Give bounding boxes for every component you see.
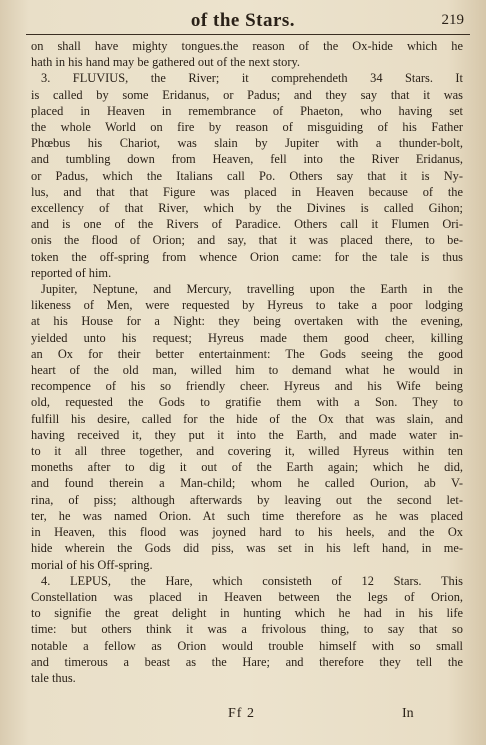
text-line: time: but others think it was a frivolous thing, to say that so bbox=[31, 622, 463, 637]
text-line: an Ox for their better entertainment: The Gods seeing the good bbox=[31, 346, 463, 361]
text-line: and timerous a beast as the Hare; and therefore they tell the bbox=[31, 654, 463, 669]
text-line: reported of him. bbox=[31, 265, 112, 280]
text-line: lus, and that that Figure was placed in Heaven because of the bbox=[31, 184, 463, 199]
signature-mark: Ff 2 bbox=[228, 706, 255, 721]
page-footer bbox=[0, 706, 486, 736]
text-line: Phœbus his Chariot, was slain by Jupiter with a thunder-bolt, bbox=[31, 136, 463, 151]
text-line: having received it, they put it into the Earth, and made water in- bbox=[31, 427, 463, 442]
text-line: fulfill his desire, called for the hide of the Ox that was slain, and bbox=[31, 411, 463, 426]
text-line: rina, of piss; although afterwards by leaving out the second let- bbox=[31, 492, 463, 507]
text-line: Jupiter, Neptune, and Mercury, travelling upon the Earth in the bbox=[41, 282, 463, 297]
text-line: heart of the old man, willed him to demand what he would in bbox=[31, 363, 463, 378]
text-line: recompence of his so friendly cheer. Hyreus and his Wife being bbox=[31, 379, 463, 394]
text-line: tale thus. bbox=[31, 670, 76, 685]
page-number: 219 bbox=[441, 12, 464, 28]
text-line: token the off-spring from whence Orion came: for the tale is thus bbox=[31, 249, 463, 264]
text-line: hath in his hand may be gathered out of the next story. bbox=[31, 55, 300, 70]
header-rule bbox=[26, 34, 470, 35]
text-line: Constellation was placed in Heaven between the legs of Orion, bbox=[31, 589, 463, 604]
text-line: to it all three together, and covering it, willed Hyreus within ten bbox=[31, 444, 463, 459]
text-line: on shall have mighty tongues.the reason of the Ox-hide which he bbox=[31, 39, 463, 53]
text-line: excellency of that River, which by the Divines is called Gihon; bbox=[31, 201, 463, 216]
text-line: yielded unto his request; Hyreus made them good cheer, killing bbox=[31, 330, 463, 345]
text-line: or Padus, which the Italians call Po. Others say that it is Ny- bbox=[31, 168, 463, 183]
text-line: is called by some Eridanus, or Padus; and they say that it was bbox=[31, 87, 463, 102]
text-line: and found therein a Man-child; whom he called Ourion, ab V- bbox=[31, 476, 463, 491]
text-line: at his House for a Night: they being overtaken with the evening, bbox=[31, 314, 463, 329]
running-title: of the Stars. bbox=[190, 10, 296, 31]
text-line: and is one of the Rivers of Paradice. Others call it Flumen Ori- bbox=[31, 217, 463, 232]
text-line: ter, he was named Orion. At such time therefore as he was placed bbox=[31, 508, 463, 523]
text-line: hide wherein the Gods did piss, was set in his left hand, in me- bbox=[31, 541, 463, 556]
text-line: 3. FLUVIUS, the River; it comprehendeth 34 Stars. It bbox=[41, 71, 463, 86]
text-line: 4. LEPUS, the Hare, which consisteth of 12 Stars. This bbox=[41, 573, 463, 588]
text-line: placed in Heaven in remembrance of Phaeton, who having set bbox=[31, 103, 463, 118]
body-text bbox=[31, 38, 463, 686]
text-line: morial of his Off-spring. bbox=[31, 557, 153, 572]
text-line: likeness of Men, were requested by Hyreus to take a poor lodging bbox=[31, 298, 463, 313]
catchword: In bbox=[402, 706, 414, 721]
text-line: old, requested the Gods to gratifie them with a Son. They to bbox=[31, 395, 463, 410]
text-line: moneths after to dig it out of the Earth again; which he did, bbox=[31, 460, 463, 475]
text-line: notable a fellow as Orion would trouble himself with so small bbox=[31, 638, 463, 653]
text-line: in Heaven, this flood was joyned hard to his heels, and the Ox bbox=[31, 525, 463, 540]
text-line: the whole World on fire by reason of misguiding of his Father bbox=[31, 120, 463, 135]
text-line: and tumbling down from Heaven, fell into the River Eridanus, bbox=[31, 152, 463, 167]
text-line: to signifie the great delight in hunting which he had in his life bbox=[31, 606, 463, 621]
text-line: onis the flood of Orion; and say, that it was placed there, to be- bbox=[31, 233, 463, 248]
